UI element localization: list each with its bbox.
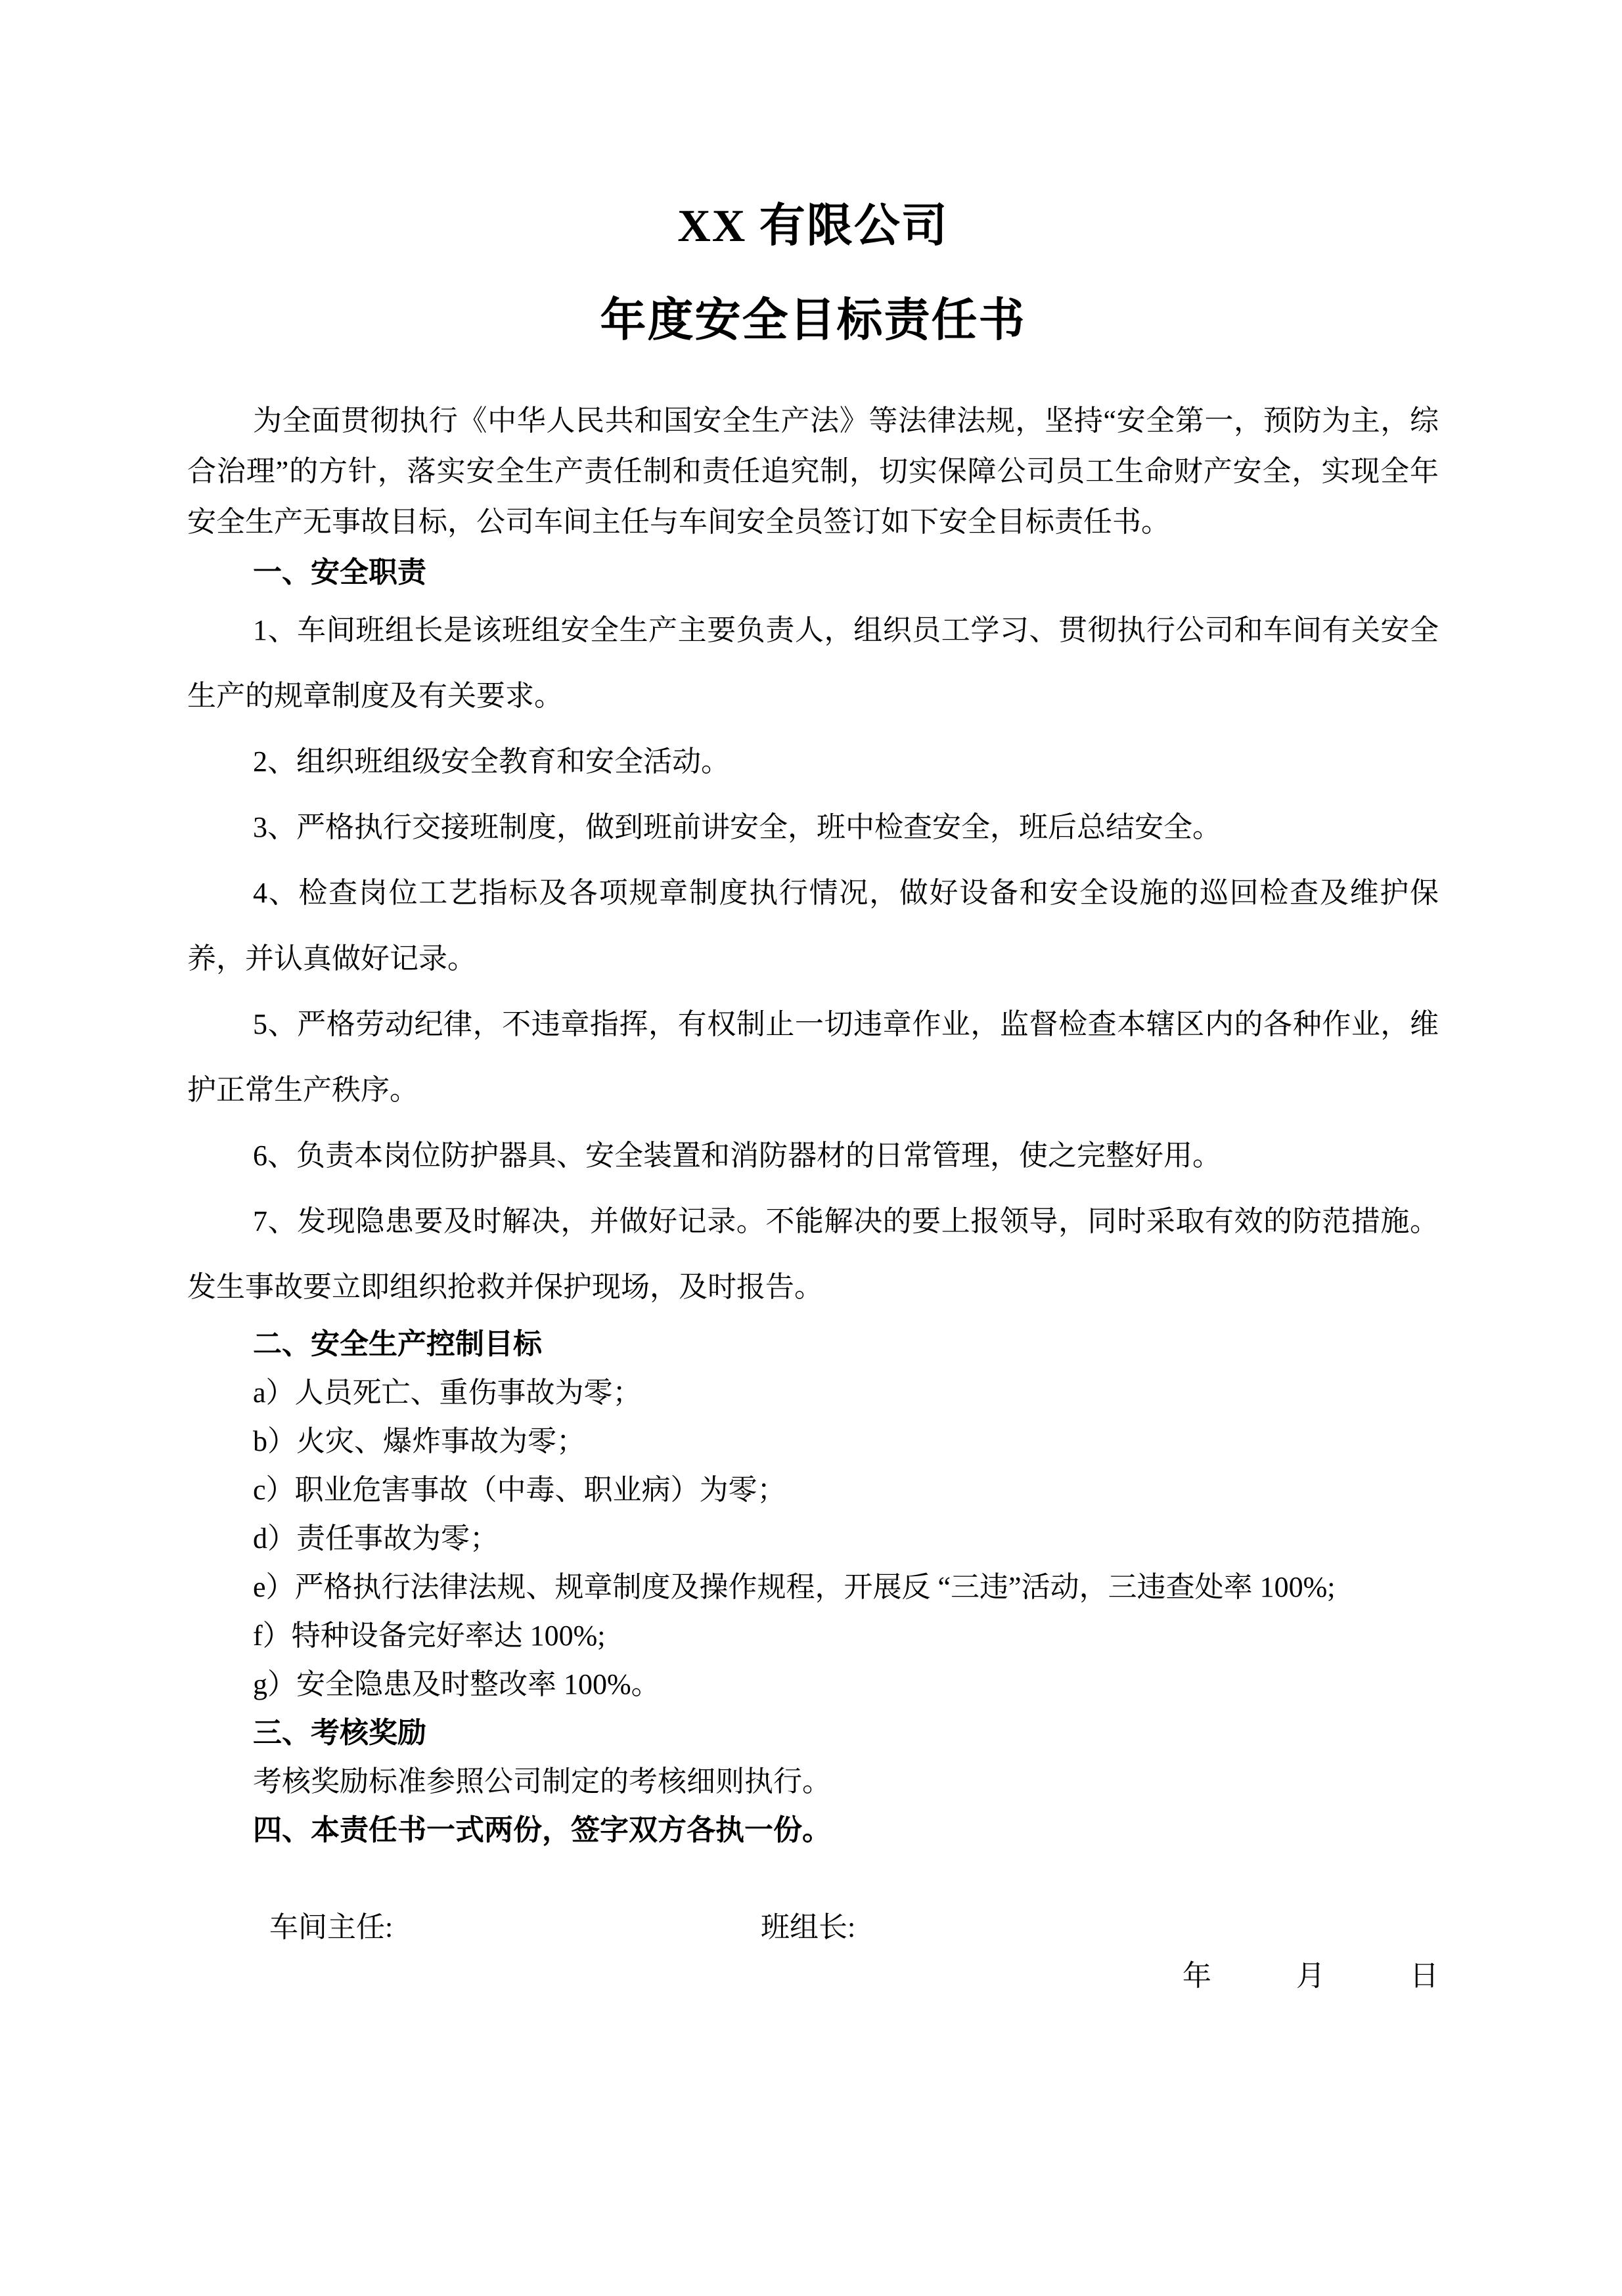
section2-heading: 二、安全生产控制目标 xyxy=(253,1328,542,1360)
section2-item-g: g）安全隐患及时整改率 100%。 xyxy=(253,1668,660,1700)
date-line xyxy=(187,1952,1439,2000)
section1-item-3: 3、严格执行交接班制度，做到班前讲安全，班中检查安全，班后总结安全。 xyxy=(253,811,1221,843)
section2-item-b: b）火灾、爆炸事故为零； xyxy=(253,1425,585,1457)
section1-item-6: 6、负责本岗位防护器具、安全装置和消防器材的日常管理，使之完整好用。 xyxy=(253,1139,1221,1172)
date-month-label: 月 xyxy=(1296,1960,1325,1992)
team-leader-label: 班组长: xyxy=(761,1911,856,1943)
section2-item-e: e）严格执行法律法规、规章制度及操作规程，开展反 “三违”活动，三违查处率 100%; xyxy=(253,1571,1336,1603)
intro-paragraph: 为全面贯彻执行《中华人民共和国安全生产法》等法律法规，坚持“安全第一，预防为主，综合治理”的方针，落实安全生产责任制和责任追究制，切实保障公司员工生命财产安全，实现全年安全生产无事故目标，公司车间主任与车间安全员签订如下安全目标责任书。 xyxy=(187,405,1439,538)
company-title: XX 有限公司 xyxy=(677,201,949,252)
section2-item-d: d）责任事故为零； xyxy=(253,1522,499,1555)
workshop-director-label: 车间主任: xyxy=(269,1911,394,1943)
doc-title: 年度安全目标责任书 xyxy=(600,296,1026,346)
date-year-label: 年 xyxy=(1183,1960,1211,1992)
section3-heading: 三、考核奖励 xyxy=(253,1717,426,1749)
section1-heading: 一、安全职责 xyxy=(253,556,426,588)
section1-item-4: 4、检查岗位工艺指标及各项规章制度执行情况，做好设备和安全设施的巡回检查及维护保养，并认真做好记录。 xyxy=(187,877,1439,975)
section2-item-a: a）人员死亡、重伤事故为零； xyxy=(253,1377,642,1409)
signature-row xyxy=(187,1903,1439,1952)
section3-body: 考核奖励标准参照公司制定的考核细则执行。 xyxy=(253,1765,831,1798)
section1-item-7: 7、发现隐患要及时解决，并做好记录。不能解决的要上报领导，同时采取有效的防范措施。发生事故要立即组织抢救并保护现场，及时报告。 xyxy=(187,1205,1439,1303)
section4-heading: 四、本责任书一式两份，签字双方各执一份。 xyxy=(253,1814,831,1846)
date-day-label: 日 xyxy=(1410,1960,1439,1992)
section2-item-c: c）职业危害事故（中毒、职业病）为零； xyxy=(253,1474,786,1506)
section1-item-5: 5、严格劳动纪律，不违章指挥，有权制止一切违章作业，监督检查本辖区内的各种作业，维护正常生产秩序。 xyxy=(187,1008,1439,1106)
section1-item-1: 1、车间班组长是该班组安全生产主要负责人，组织员工学习、贯彻执行公司和车间有关安全生产的规章制度及有关要求。 xyxy=(187,614,1439,712)
section1-item-2: 2、组织班组级安全教育和安全活动。 xyxy=(253,745,730,778)
section2-item-f: f）特种设备完好率达 100%; xyxy=(253,1620,606,1652)
